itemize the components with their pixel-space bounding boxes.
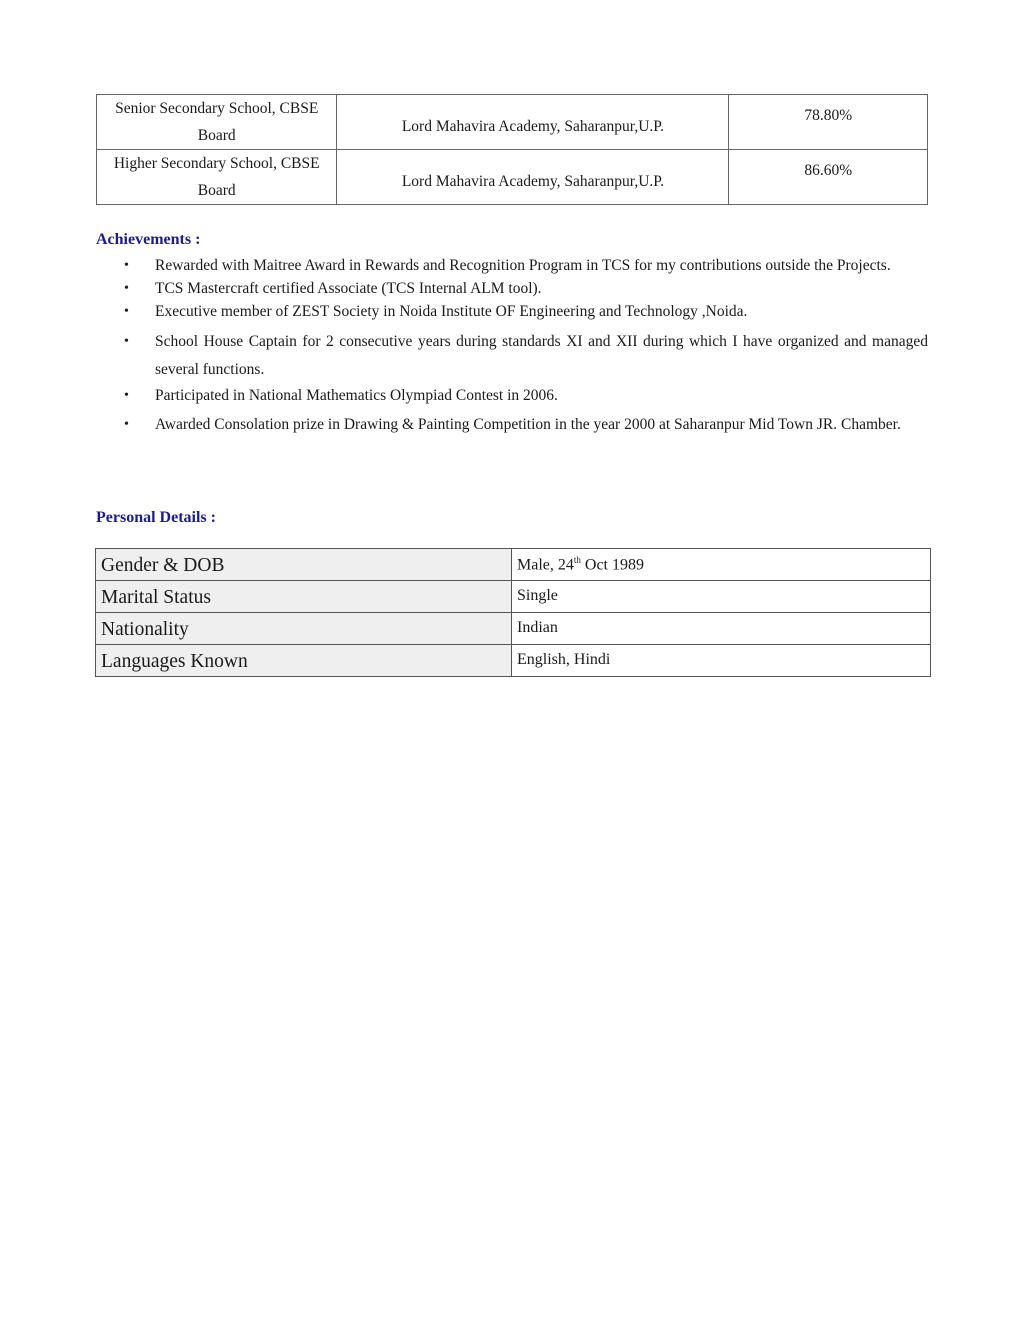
dob-day: Male, 24 (517, 556, 574, 574)
education-table (96, 94, 928, 205)
table-row (97, 150, 928, 205)
list-item-text: Participated in National Mathematics Olympiad Contest in 2006. (155, 387, 558, 404)
detail-key: Marital Status (96, 581, 512, 613)
list-item (96, 255, 928, 276)
bullet-icon: • (124, 281, 129, 296)
table-row (96, 581, 931, 613)
achievements-heading: Achievements : (96, 231, 201, 248)
qualification-cell (97, 150, 337, 205)
list-item-text: TCS Mastercraft certified Associate (TCS Internal ALM tool). (155, 280, 542, 297)
list-item (96, 278, 928, 299)
institute-cell: Lord Mahavira Academy, Saharanpur,U.P. (337, 95, 729, 150)
table-row (96, 613, 931, 645)
list-item-text: Rewarded with Maitree Award in Rewards and Recognition Program in TCS for my contributions outside the Projects. (155, 257, 891, 274)
bullet-icon: • (124, 334, 129, 349)
detail-value: Indian (512, 613, 931, 645)
bullet-icon: • (124, 304, 129, 319)
qualification-cell (97, 95, 337, 150)
detail-key: Gender & DOB (96, 549, 512, 581)
list-item-text: Executive member of ZEST Society in Noida Institute OF Engineering and Technology ,Noida. (155, 303, 748, 320)
list-item (96, 384, 928, 407)
score-cell: 86.60% (729, 150, 928, 205)
dob-rest: Oct 1989 (580, 556, 644, 574)
detail-value: Single (512, 581, 931, 613)
list-item (96, 411, 928, 438)
detail-value: English, Hindi (512, 645, 931, 677)
personal-details-table (95, 548, 931, 677)
list-item-text: Awarded Consolation prize in Drawing & Painting Competition in the year 2000 at Saharanpur Mid Town JR. Chamber. (155, 416, 901, 433)
list-item (96, 328, 928, 384)
table-row (96, 645, 931, 677)
personal-details-heading: Personal Details : (96, 509, 216, 526)
bullet-icon: • (124, 258, 129, 273)
table-row (97, 95, 928, 150)
dob-suffix: th (573, 555, 581, 565)
detail-key: Languages Known (96, 645, 512, 677)
detail-key: Nationality (96, 613, 512, 645)
score-cell: 78.80% (729, 95, 928, 150)
qualification-line: Board (197, 182, 236, 199)
institute-cell: Lord Mahavira Academy, Saharanpur,U.P. (337, 150, 729, 205)
achievements-list (96, 255, 928, 438)
table-row (96, 549, 931, 581)
list-item-text: School House Captain for 2 consecutive years during standards XI and XII during which I have organized and managed several functions. (155, 333, 928, 378)
qualification-line: Board (197, 127, 236, 144)
qualification-line: Senior Secondary School, CBSE (115, 100, 319, 117)
bullet-icon: • (124, 417, 129, 432)
bullet-icon: • (124, 388, 129, 403)
qualification-line: Higher Secondary School, CBSE (113, 155, 320, 172)
detail-value (512, 549, 931, 581)
list-item (96, 301, 928, 322)
